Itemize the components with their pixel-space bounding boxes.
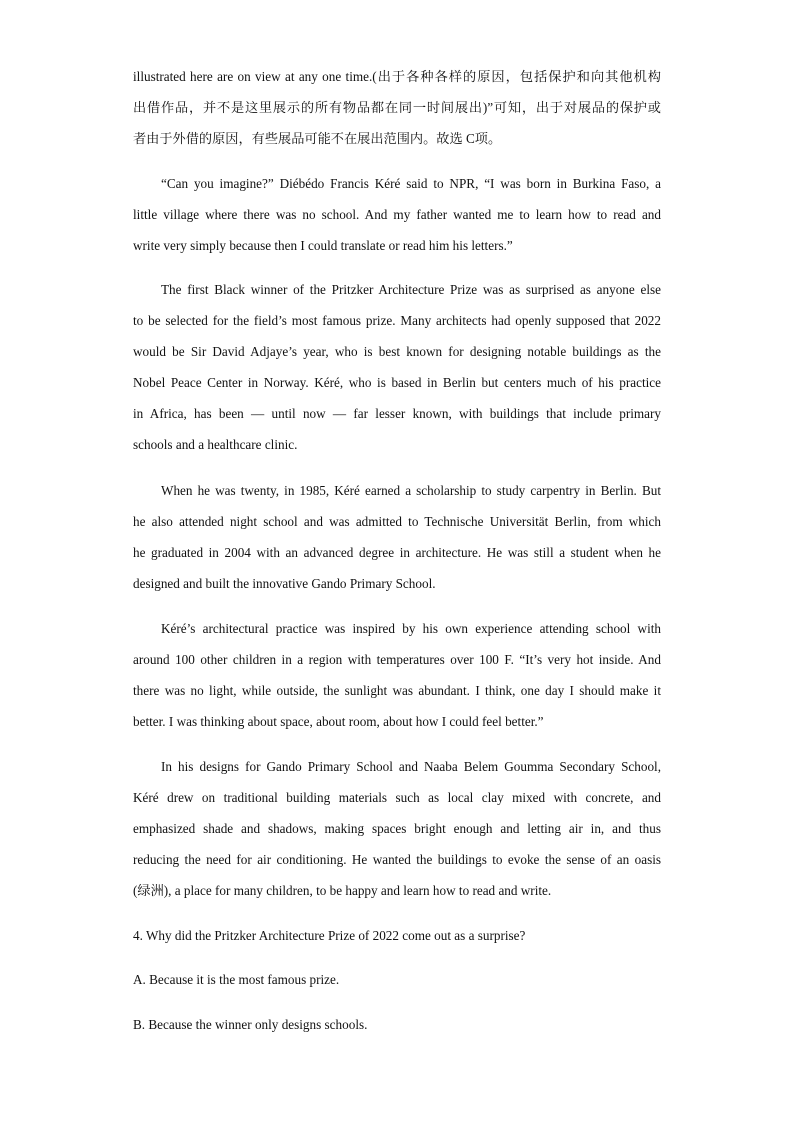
text-line: around 100 other children in a region with temperatures over 100 F. “It’s very hot inside. And — [133, 652, 661, 667]
text-line: reducing the need for air conditioning. He wanted the buildings to evoke the sense of an oasis — [133, 852, 661, 867]
passage-paragraph-1 — [133, 168, 661, 261]
text-line: When he was twenty, in 1985, Kéré earned a scholarship to study carpentry in Berlin. But — [161, 483, 661, 498]
text-line: 者由于外借的原因，有些展品可能不在展出范围内。故选 C项。 — [133, 131, 502, 146]
text-line: The first Black winner of the Pritzker Architecture Prize was as surprised as anyone else — [161, 282, 661, 297]
text-line: write very simply because then I could translate or read him his letters.” — [133, 238, 513, 253]
question-stem: 4. Why did the Pritzker Architecture Prize of 2022 come out as a surprise? — [133, 928, 526, 943]
text-line: to be selected for the field’s most famous prize. Many architects had openly supposed that 2022 — [133, 313, 661, 328]
text-line: emphasized shade and shadows, making spaces bright enough and letting air in, and thus — [133, 821, 661, 836]
text-line: (绿洲), a place for many children, to be happy and learn how to read and write. — [133, 883, 552, 898]
text-line: 出借作品，并不是这里展示的所有物品都在同一时间展出)”可知，出于对展品的保护或 — [133, 100, 661, 115]
text-line: In his designs for Gando Primary School and Naaba Belem Goumma Secondary School, — [161, 759, 661, 774]
text-line: in Africa, has been — until now — far lesser known, with buildings that include primary — [133, 406, 661, 421]
option-b: B. Because the winner only designs schools. — [133, 1017, 368, 1032]
answer-explanation — [133, 61, 661, 154]
text-line: designed and built the innovative Gando Primary School. — [133, 576, 436, 591]
passage-paragraph-2 — [133, 274, 661, 460]
text-line: illustrated here are on view at any one time.(出于各种各样的原因，包括保护和向其他机构 — [133, 69, 661, 84]
option-a: A. Because it is the most famous prize. — [133, 972, 340, 987]
text-line: schools and a healthcare clinic. — [133, 437, 298, 452]
text-line: would be Sir David Adjaye’s year, who is best known for designing notable buildings as the — [133, 344, 661, 359]
text-line: Kéré drew on traditional building materials such as local clay mixed with concrete, and — [133, 790, 661, 805]
text-line: he also attended night school and was admitted to Technische Universität Berlin, from which — [133, 514, 661, 529]
text-line: he graduated in 2004 with an advanced degree in architecture. He was still a student when he — [133, 545, 661, 560]
text-line: Kéré’s architectural practice was inspired by his own experience attending school with — [161, 621, 661, 636]
passage-paragraph-3 — [133, 475, 661, 599]
text-line: better. I was thinking about space, about room, about how I could feel better.” — [133, 714, 544, 729]
text-line: Nobel Peace Center in Norway. Kéré, who is based in Berlin but centers much of his practice — [133, 375, 661, 390]
text-line: little village where there was no school. And my father wanted me to learn how to read and — [133, 207, 661, 222]
passage-paragraph-4 — [133, 613, 661, 737]
text-line: “Can you imagine?” Diébédo Francis Kéré said to NPR, “I was born in Burkina Faso, a — [161, 176, 661, 191]
text-line: there was no light, while outside, the sunlight was abundant. I think, one day I should make it — [133, 683, 661, 698]
passage-paragraph-5 — [133, 751, 661, 906]
